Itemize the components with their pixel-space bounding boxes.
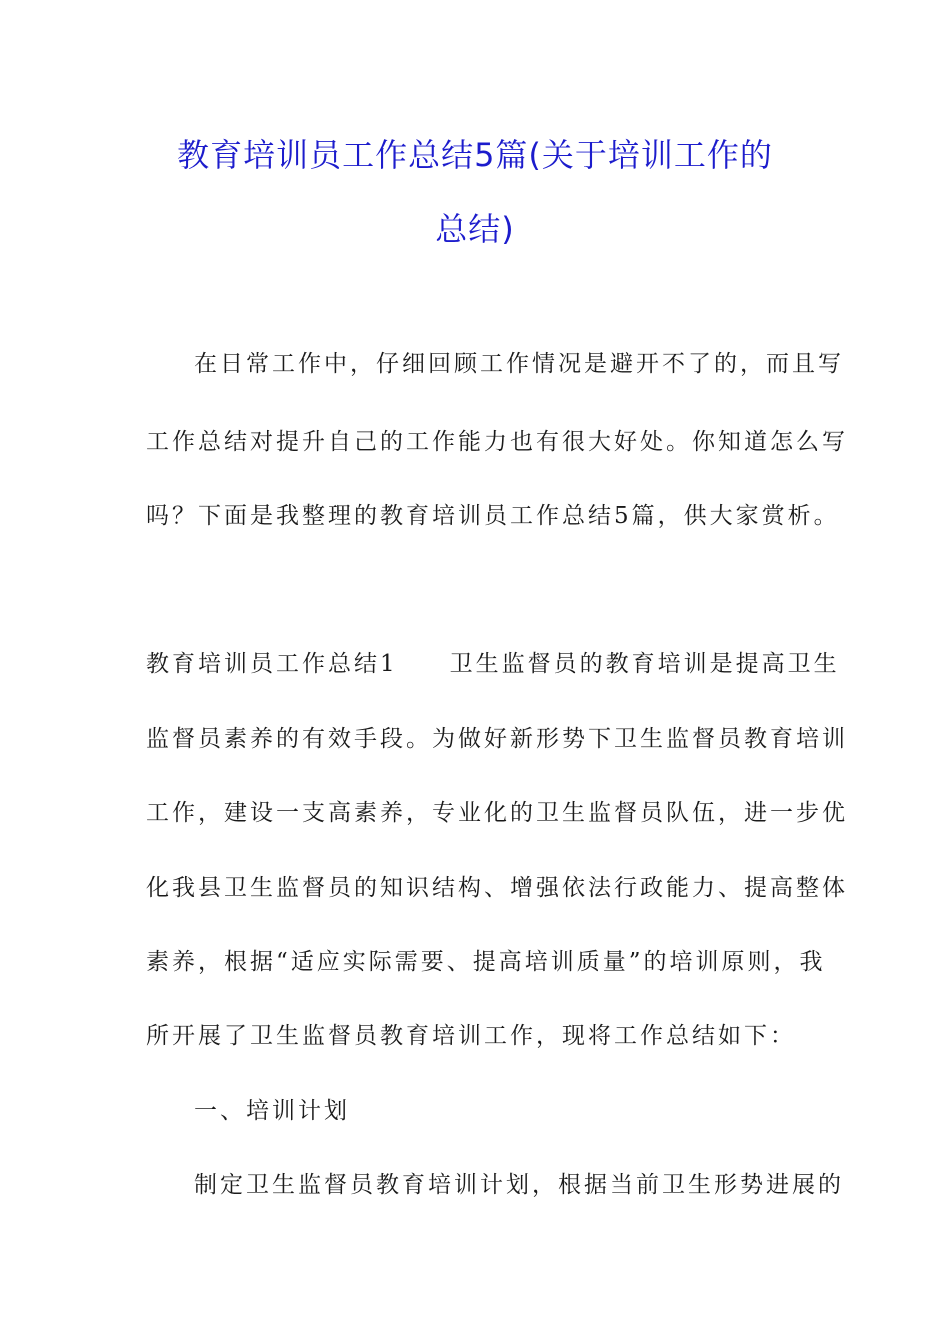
intro-line-1: 在日常工作中，仔细回顾工作情况是避开不了的，而且写 <box>194 351 844 377</box>
intro-line-2: 工作总结对提升自己的工作能力也有很大好处。你知道怎么写 <box>146 429 848 455</box>
intro-line-3: 吗？下面是我整理的教育培训员工作总结5篇，供大家赏析。 <box>146 503 840 529</box>
section1-line-2: 监督员素养的有效手段。为做好新形势下卫生监督员教育培训 <box>146 726 848 752</box>
section1-line-4: 化我县卫生监督员的知识结构、增强依法行政能力、提高整体 <box>146 875 848 901</box>
body-paragraph-line: 制定卫生监督员教育培训计划，根据当前卫生形势进展的 <box>194 1172 844 1198</box>
section1-line-3: 工作，建设一支高素养，专业化的卫生监督员队伍，进一步优 <box>146 800 848 826</box>
section-heading-training-plan: 一、培训计划 <box>194 1098 350 1124</box>
section1-line-1: 教育培训员工作总结1 卫生监督员的教育培训是提高卫生 <box>146 651 840 677</box>
section1-line-5: 素养，根据“适应实际需要、提高培训质量”的培训原则，我 <box>146 949 826 975</box>
document-title-line-2: 总结) <box>435 210 515 248</box>
section1-line-6: 所开展了卫生监督员教育培训工作，现将工作总结如下： <box>146 1023 796 1049</box>
document-title-line-1: 教育培训员工作总结5篇(关于培训工作的 <box>177 136 773 174</box>
